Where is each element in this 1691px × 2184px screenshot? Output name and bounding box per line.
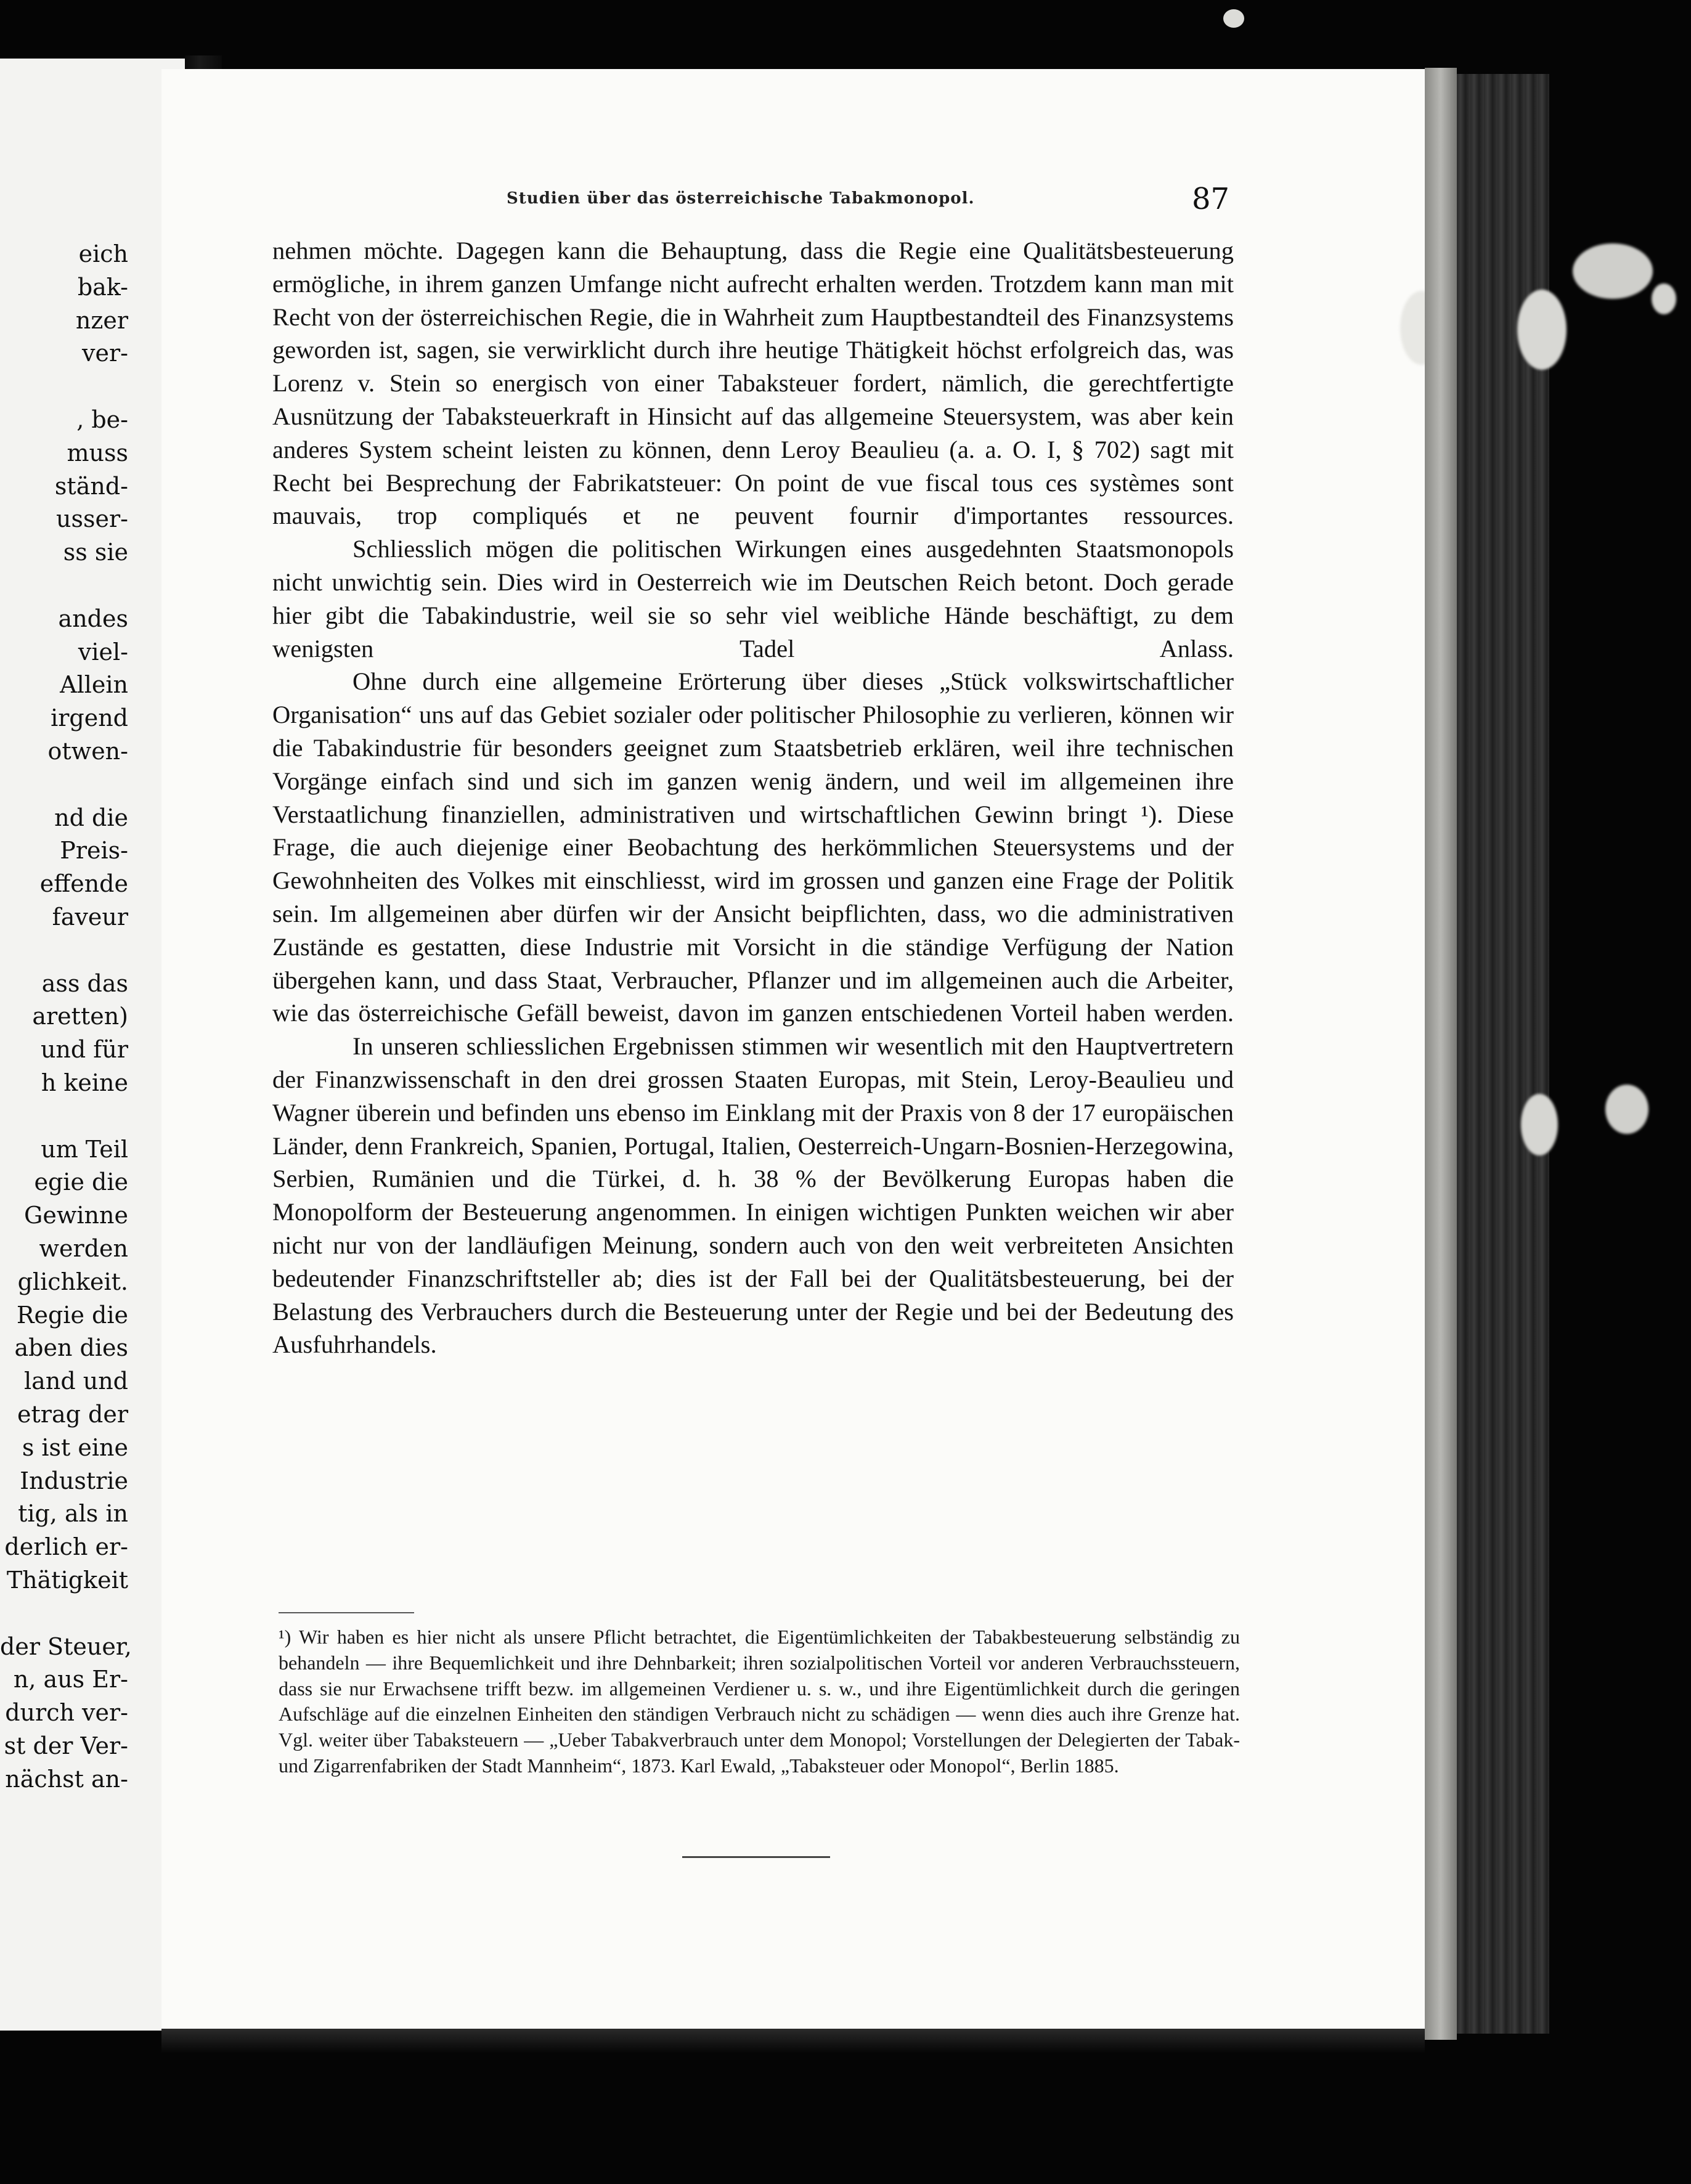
left-page-line: Preis- [60,837,128,865]
running-head [161,182,1425,219]
left-page-line: n, aus Er- [13,1666,128,1693]
scan-fleck [1223,9,1244,28]
left-page-line: um Teil [41,1135,128,1163]
book-page [161,69,1425,2029]
left-page-line: derlich er- [4,1533,128,1561]
left-page-line: eich [78,240,128,267]
left-page-line: nächst an- [5,1765,128,1793]
left-page-line: Regie die [16,1301,128,1329]
left-page-line: faveur [52,903,128,931]
left-page-line: Gewinne [24,1202,128,1229]
left-page-line: Allein [60,671,128,699]
footnote: ¹) Wir haben es hier nicht als unsere Pflicht betrachtet, die Eigentümlichkeiten der Tabakbesteuerung selbständig zu behandeln — ihre Bequemlichkeit und ihre Dehnbarkeit; ihren sozialpolitischen Vorteil vor anderen Verbrauchssteuern, dass sie nur Erwachsene trifft bezw. im allgemeinen Verdiener u. s. w., und ihre Eigentümlichkeit durch die geringen Aufschläge auf die einzelnen Einheiten den ständigen Verbrauch nicht zu schädigen — wenn dies auch ihre Grenze hat. Vgl. weiter über Tabaksteuern — „Ueber Tabakverbrauch unter dem Monopol; Vorstellungen der Delegierten der Tabak- und Zigarrenfabriken der Stadt Mannheim“, 1873. Karl Ewald, „Tabaksteuer oder Monopol“, Berlin 1885. [279,1626,1240,1777]
paragraph: Ohne durch eine allgemeine Erörterung über dieses „Stück volkswirtschaftlicher Organisation“ uns auf das Gebiet sozialer oder politischer Philosophie zu verlieren, können wir die Tabakindustrie für besonders geeignet zum Staatsbetrieb erklären, weil ihre technischen Vorgänge einfach sind und sich im ganzen wenig ändern, und weil im allgemeinen ihre Verstaatlichung finanziellen, administrativen und wirtschaftlichen Gewinn bringt ¹). Diese Frage, die auch diejenige einer Beobachtung des herkömmlichen Steuersystems und der Gewohnheiten des Volkes mit einschliesst, wird im grossen und ganzen eine Frage der Politik sein. Im allgemeinen aber dürfen wir der Ansicht beipflichten, dass, wo die administrativen Zustände es gestatten, diese Industrie mit Vorsicht in die ständige Verfügung der Nation übergehen kann, und dass Staat, Verbraucher, Pflanzer und im allgemeinen auch die Arbeiter, wie das österreichische Gefäll beweist, davon im ganzen entschiedenen Vorteil haben werden. [272,667,1234,1027]
left-page-line: glichkeit. [17,1268,128,1295]
left-page-line: Thätigkeit [6,1567,128,1594]
scan-stain [1652,283,1676,314]
left-page-line: nd die [54,804,128,831]
left-page-line: usser- [56,505,128,533]
left-page-line: muss [67,439,128,467]
left-page-line: h keine [41,1069,128,1096]
scan-stain [1573,243,1653,299]
left-page-line: land und [24,1367,128,1395]
page-number: 87 [1192,182,1230,216]
end-rule [682,1856,830,1858]
left-page-line: ss sie [63,539,128,566]
left-page-line: egie die [34,1168,128,1196]
left-page-line: , be- [76,406,128,433]
scan-stain [1521,1094,1558,1155]
left-page-line: ständ- [54,472,128,500]
left-page-line: aretten) [32,1003,128,1030]
left-page-line: effende [39,870,128,898]
left-page-line: aben dies [14,1334,128,1362]
left-page-line: st der Ver- [4,1732,128,1759]
left-page-line: viel- [78,638,128,666]
paragraph: In unseren schliesslichen Ergebnissen stimmen wir wesentlich mit den Hauptvertretern der Finanzwissenschaft in den drei grossen Staaten Europas, mit Stein, Leroy-Beaulieu und Wagner überein und befinden uns ebenso im Einklang mit der Praxis von 8 der 17 europäischen Länder, denn Frankreich, Spanien, Portugal, Italien, Oesterreich-Ungarn-Bosnien-Herzegowina, Serbien, Rumänien und die Türkei, d. h. 38 % der Bevölkerung Europas haben die Monopolform der Besteuerung angenommen. In einigen wichtigen Punkten weichen wir aber nicht nur von der landläufigen Meinung, sondern auch von den weit verbreiteten Ansichten bedeutender Finanzschriftsteller ab; dies ist der Fall bei der Qualitätsbesteuerung, bei der Belastung des Verbrauchers durch die Besteuerung unter der Regie und bei der Bedeutung des Ausfuhrhandels. [272,1032,1234,1359]
left-page-line: bak- [77,273,128,301]
bottom-shadow [161,2029,1425,2053]
running-title: Studien über das österreichische Tabakmonopol. [507,189,975,208]
left-page-line: ver- [82,340,128,367]
left-page-line: werden [39,1235,128,1262]
left-page-line: otwen- [47,738,128,765]
left-page-line: der Steuer, [0,1632,132,1660]
footnote-rule [279,1612,414,1613]
left-page-line: ass das [41,969,128,997]
scan-stain [1517,290,1567,370]
left-page-line: nzer [75,306,128,334]
paragraph: nehmen möchte. Dagegen kann die Behauptung, dass die Regie eine Qualitätsbesteuerung ermögliche, in ihrem ganzen Umfange nicht aufrecht erhalten werden. Trotzdem kann man mit Recht von der österreichischen Regie, die in Wahrheit zum Hauptbestandteil des Finanzsystems geworden ist, sagen, sie verwirklicht durch ihre heutige Thätigkeit höchst erfolgreich das, was Lorenz v. Stein so energisch von einer Tabaksteuer fordert, nämlich, die gerechtfertigte Ausnützung der Tabaksteuerkraft in Hinsicht auf das allgemeine Steuersystem, was aber kein anderes System scheint leisten zu können, denn Leroy Beaulieu (a. a. O. I, § 702) sagt mit Recht bei Besprechung der Fabrikatsteuer: On point de vue fiscal tous ces systèmes sont mauvais, trop compliqués et ne peuvent fournir d'importantes ressources. [272,237,1234,530]
left-page-line: tig, als in [18,1500,128,1528]
left-page-line: andes [58,605,128,632]
paragraph: Schliesslich mögen die politischen Wirkungen eines ausgedehnten Staatsmonopols nicht unwichtig sein. Dies wird in Oesterreich wie im Deutschen Reich betont. Doch gerade hier gibt die Tabakindustrie, weil sie so sehr viel weibliche Hände beschäftigt, zu dem wenigsten Tadel Anlass. [272,535,1234,662]
left-page-line: s ist eine [22,1433,128,1461]
left-page-line: Industrie [20,1467,128,1494]
left-page-line: durch ver- [5,1699,128,1727]
left-page-line: irgend [51,704,128,732]
body-text [272,234,1234,1361]
left-page-line: etrag der [17,1401,128,1428]
scan-stain [1605,1085,1648,1134]
scan-stain [1400,291,1425,365]
left-page-line: und für [40,1036,128,1064]
page-edge [1425,68,1457,2040]
left-page-fragment [0,59,187,2031]
